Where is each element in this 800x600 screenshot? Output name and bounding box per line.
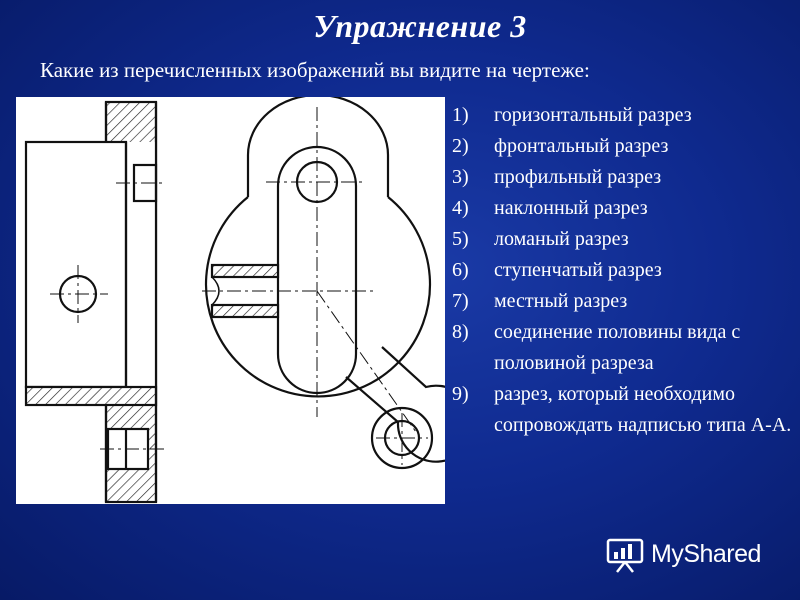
option-number: 9): [452, 383, 469, 405]
option-text: наклонный разрез: [494, 197, 648, 219]
myshared-logo[interactable]: [605, 534, 761, 574]
option-number: 3): [452, 166, 469, 188]
option-number: 2): [452, 135, 469, 157]
question-text: Какие из перечисленных изображений вы видите на чертеже:: [40, 58, 590, 82]
options-list: [452, 100, 797, 441]
option-number: 7): [452, 290, 469, 312]
logo-text: MyShared: [651, 539, 761, 568]
front-section-view: [26, 102, 156, 502]
option-item-3: [452, 162, 797, 193]
option-text: фронтальный разрез: [494, 135, 669, 157]
option-number: 6): [452, 259, 469, 281]
option-item-7: [452, 286, 797, 317]
option-number: 8): [452, 321, 469, 343]
presentation-board-icon: [605, 534, 645, 574]
option-text: горизонтальный разрез: [494, 104, 692, 126]
option-number: 5): [452, 228, 469, 250]
top-view: [206, 97, 445, 468]
technical-drawing: [16, 97, 445, 504]
option-text: соединение половины вида с половиной разреза: [494, 321, 741, 374]
option-item-5: [452, 224, 797, 255]
option-number: 1): [452, 104, 469, 126]
option-item-1: [452, 100, 797, 131]
option-item-6: [452, 255, 797, 286]
option-item-4: [452, 193, 797, 224]
option-text: профильный разрез: [494, 166, 662, 188]
option-item-2: [452, 131, 797, 162]
option-number: 4): [452, 197, 469, 219]
option-text: разрез, который необходимо сопровождать надписью типа А-А.: [494, 383, 792, 436]
slide-title: Упражнение 3: [313, 8, 527, 44]
option-item-8: [452, 317, 797, 379]
option-text: ломаный разрез: [494, 228, 629, 250]
option-text: ступенчатый разрез: [494, 259, 662, 281]
option-text: местный разрез: [494, 290, 628, 312]
option-item-9: [452, 379, 797, 441]
